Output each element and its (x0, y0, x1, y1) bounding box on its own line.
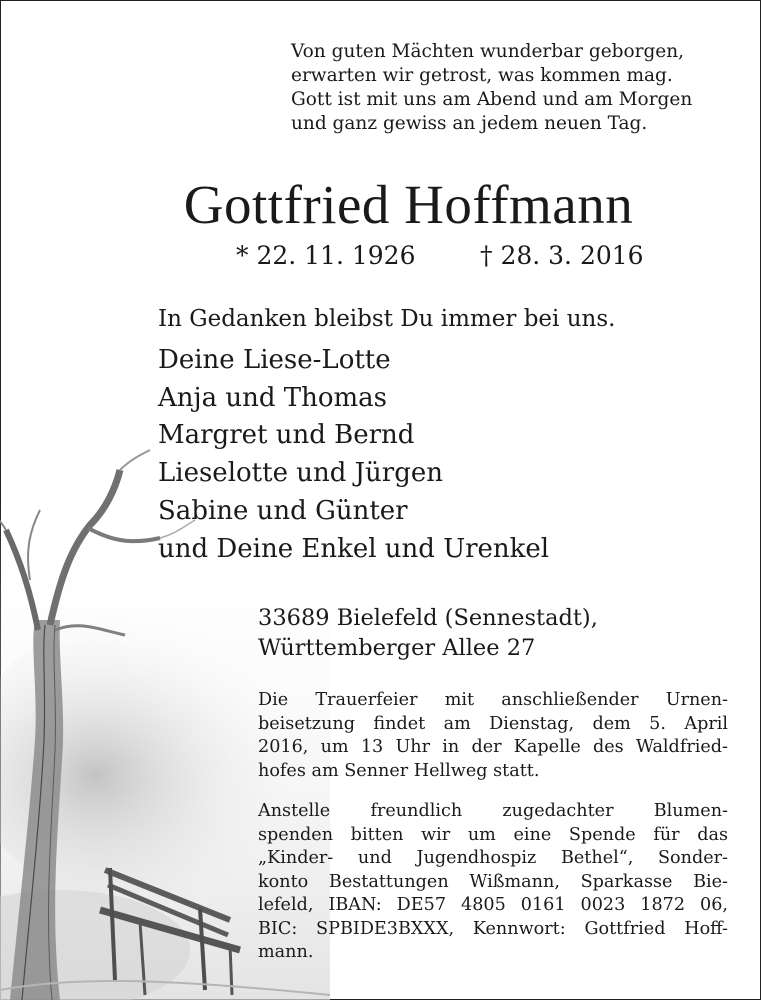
poem-line: und ganz gewiss an jedem neuen Tag. (291, 113, 648, 134)
donation-paragraph (258, 800, 728, 965)
family-member: Anja und Thomas (158, 382, 387, 413)
family-member: Sabine und Günter (158, 495, 408, 526)
ceremony-line: beisetzung findet am Dienstag, dem 5. April (258, 713, 728, 734)
address (258, 603, 598, 663)
donation-line: Anstelle freundlich zugedachter Blumen- (258, 801, 728, 821)
ceremony-line: hofes am Senner Hellweg statt. (258, 760, 540, 781)
ceremony-paragraph (258, 689, 728, 783)
ceremony-line: Die Trauerfeier mit anschließender Urnen- (258, 690, 728, 710)
deceased-name: Gottfried Hoffmann (183, 174, 634, 235)
ceremony-line: 2016, um 13 Uhr in der Kapelle des Waldfried- (258, 737, 728, 757)
motto: In Gedanken bleibst Du immer bei uns. (158, 306, 616, 332)
address-line: 33689 Bielefeld (Sennestadt), (258, 605, 598, 631)
family-member: Lieselotte und Jürgen (158, 458, 443, 489)
poem-line: erwarten wir getrost, was kommen mag. (291, 65, 673, 86)
donation-line: BIC: SPBIDE3BXXX, Kennwort: Gottfried Hoff- (258, 918, 728, 939)
poem-line: Von guten Mächten wunderbar geborgen, (291, 41, 685, 62)
death-date: † 28. 3. 2016 (480, 241, 644, 270)
family-member: Margret und Bernd (158, 420, 415, 451)
donation-line: konto Bestattungen Wißmann, Sparkasse Bie- (258, 871, 728, 892)
family-member: und Deine Enkel und Urenkel (158, 533, 550, 564)
address-line: Württemberger Allee 27 (258, 635, 536, 661)
donation-line: „Kinder- und Jugendhospiz Bethel“, Sonder- (258, 848, 728, 868)
birth-date: * 22. 11. 1926 (236, 241, 416, 270)
donation-line: mann. (258, 942, 314, 962)
poem-line: Gott ist mit uns am Abend und am Morgen (291, 89, 693, 110)
donation-line: spenden bitten wir um eine Spende für das (258, 824, 728, 845)
family-list (158, 342, 549, 568)
donation-line: lefeld, IBAN: DE57 4805 0161 0023 1872 06, (258, 895, 728, 915)
family-member: Deine Liese-Lotte (158, 345, 391, 375)
poem (291, 40, 692, 136)
